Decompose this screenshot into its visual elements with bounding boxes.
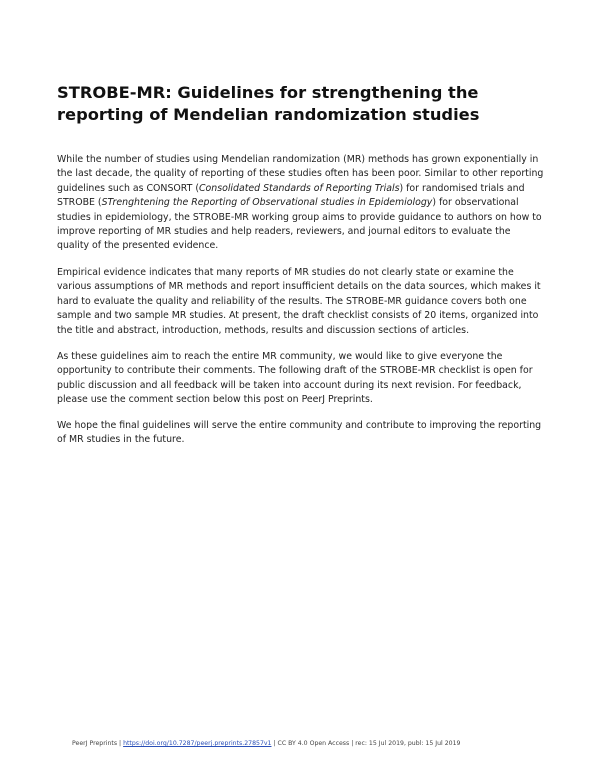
doi-link[interactable]: https://doi.org/10.7287/peerj.preprints.27857v1 bbox=[123, 740, 272, 747]
paragraph-3: As these guidelines aim to reach the entire MR community, we would like to give everyone the opportunity to contribute their comments. The following draft of the STROBE-MR checklist is open for public discussion and all feedback will be taken into account during its next revision. For feedback, please use the comment section below this post on PeerJ Preprints. bbox=[57, 351, 533, 406]
strobe-expansion: STrenghtening the Reporting of Observational studies in Epidemiology bbox=[101, 197, 433, 209]
paragraph-1 bbox=[57, 153, 545, 254]
paragraph-2: Empirical evidence indicates that many reports of MR studies do not clearly state or examine the various assumptions of MR methods and report insufficient details on the data sources, which makes it hard to evaluate the quality and reliability of the results. The STROBE-MR guidance covers both one sample and two sample MR studies. At present, the draft checklist consists of 20 items, organized into the title and abstract, introduction, methods, results and discussion sections of articles. bbox=[57, 267, 541, 336]
footer-prefix: PeerJ Preprints | bbox=[72, 740, 124, 747]
page-footer bbox=[72, 740, 552, 748]
consort-expansion: Consolidated Standards of Reporting Trials bbox=[198, 182, 400, 194]
paragraph-1-text-c: ) for observational studies in epidemiology, the STROBE-MR working group aims to provide guidance to authors on how to improve reporting of MR studies and help readers, reviewers, and journal editors to evaluate the quality of the presented evidence. bbox=[57, 197, 542, 252]
paragraph-1-text-b: ) for randomised trials and STROBE ( bbox=[57, 182, 525, 209]
paragraph-4: We hope the final guidelines will serve the entire community and contribute to improving the reporting of MR studies in the future. bbox=[57, 420, 542, 446]
paper-title: STROBE-MR: Guidelines for strengthening the reporting of Mendelian randomization studies bbox=[57, 83, 480, 124]
paragraph-1-text-a: While the number of studies using Mendelian randomization (MR) methods has grown exponentially in the last decade, the quality of reporting of these studies often has been poor. Similar to other reporting guidelines such as CONSORT ( bbox=[57, 154, 544, 194]
footer-license-dates: | CC BY 4.0 Open Access | rec: 15 Jul 2019, publ: 15 Jul 2019 bbox=[271, 740, 461, 747]
